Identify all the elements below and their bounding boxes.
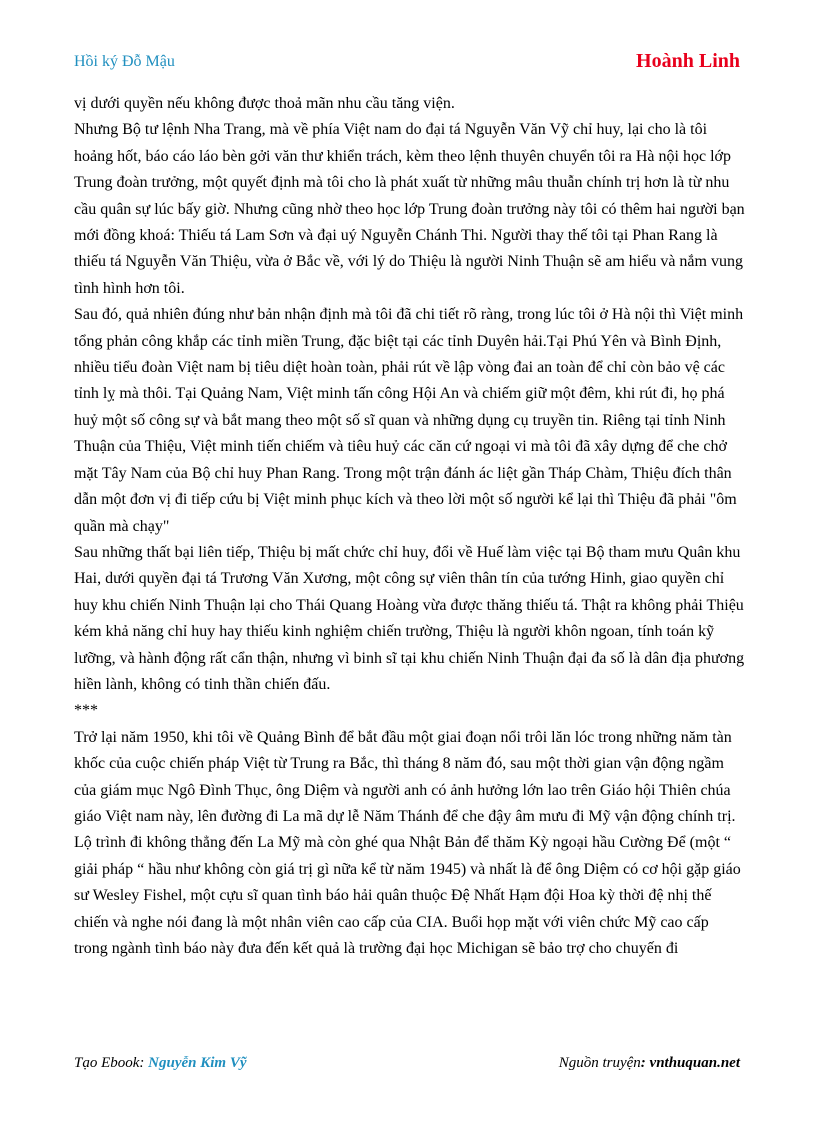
paragraph: Nhưng Bộ tư lệnh Nha Trang, mà về phía Việt nam do đại tá Nguyễn Văn Vỹ chỉ huy, lại cho là tôi hoảng hốt, báo cáo láo bèn gởi văn thư khiển trách, kèm theo lệnh thuyên chuyển tôi ra Hà nội học lớp Trung đoàn trưởng, một quyết định mà tôi cho là phát xuất từ những mâu thuẫn chính trị hơn là từ nhu cầu quân sự lúc bấy giờ. Nhưng cũng nhờ theo học lớp Trung đoàn trưởng này tôi có thêm hai người bạn mới đồng khoá: Thiếu tá Lam Sơn và đại uý Nguyễn Chánh Thi. Người thay thế tôi tại Phan Rang là thiếu tá Nguyễn Văn Thiệu, vừa ở Bắc về, với lý do Thiệu là người Ninh Thuận sẽ am hiểu và nắm vung tình hình hơn tôi. (74, 121, 745, 297)
ebook-creator-name: Nguyễn Kim Vỹ (148, 1055, 247, 1071)
paragraph: Sau đó, quả nhiên đúng như bản nhận định mà tôi đã chi tiết rõ ràng, trong lúc tôi ở Hà nội thì Việt minh tổng phản công khắp các tỉnh miền Trung, đặc biệt tại các tỉnh Duyên hải.Tại Phú Yên và Bình Định, nhiều tiểu đoàn Việt nam bị tiêu diệt hoàn toàn, phải rút về lập vòng đai an toàn để chỉ còn bảo vệ các tỉnh lỵ mà thôi. Tại Quảng Nam, Việt minh tấn công Hội An và chiếm giữ một đêm, khi rút đi, họ phá huỷ một số công sự và bắt mang theo một số sĩ quan và những dụng cụ truyền tin. Riêng tại tỉnh Ninh Thuận của Thiệu, Việt minh tiến chiếm và tiêu huỷ các căn cứ ngoại vi mà tôi đã xây dựng để che chở mặt Tây Nam của Bộ chỉ huy Phan Rang. Trong một trận đánh ác liệt gần Tháp Chàm, Thiệu đích thân dẫn một đơn vị đi tiếp cứu bị Việt minh phục kích và theo lời một số người kể lại thì Thiệu đã phải "ôm quần mà chạy" (74, 306, 744, 535)
page-footer (74, 1055, 740, 1077)
author-name: Hoành Linh (636, 50, 740, 72)
ebook-credit (74, 1055, 247, 1072)
source-credit (559, 1055, 740, 1072)
source-credit-separator: : (640, 1055, 650, 1071)
page-header (74, 50, 740, 76)
paragraph: Sau những thất bại liên tiếp, Thiệu bị mất chức chỉ huy, đổi về Huế làm việc tại Bộ tham mưu Quân khu Hai, dưới quyền đại tá Trương Văn Xương, một công sự viên thân tín của tướng Hinh, giao quyền chỉ huy khu chiến Ninh Thuận lại cho Thái Quang Hoàng vừa được thăng thiếu tá. Thật ra không phải Thiệu kém khả năng chỉ huy hay thiếu kinh nghiệm chiến trường, Thiệu là người khôn ngoan, tính toán kỹ lưỡng, và hành động rất cẩn thận, nhưng vì binh sĩ tại khu chiến Ninh Thuận đại đa số là dân địa phương hiền lành, không có tinh thần chiến đấu. (74, 543, 745, 693)
source-site-link[interactable]: vnthuquan.net (649, 1055, 740, 1071)
section-separator: *** (74, 702, 98, 720)
page-body (74, 91, 746, 962)
source-credit-label: Nguồn truyện (558, 1055, 641, 1071)
paragraph: vị dưới quyền nếu không được thoả mãn nhu cầu tăng viện. (74, 95, 455, 112)
paragraph: Lộ trình đi không thẳng đến La Mỹ mà còn ghé qua Nhật Bản để thăm Kỳ ngoại hầu Cường Để (một “ giải pháp “ hầu như không còn giá trị gì nữa kể từ năm 1945) và nhất là để ông Diệm có cơ hội gặp giáo sư Wesley Fishel, một cựu sĩ quan tình báo hải quân thuộc Đệ Nhất Hạm đội Hoa kỳ thời đệ nhị thế chiến và nghe nói đang là một nhân viên cao cấp của CIA. Buổi họp mặt với viên chức Mỹ cao cấp trong ngành tình báo này đưa đến kết quả là trường đại học Michigan sẽ bảo trợ cho chuyến đi (74, 834, 741, 957)
ebook-credit-label: Tạo Ebook (74, 1055, 140, 1071)
book-title: Hồi ký Đỗ Mậu (74, 53, 175, 70)
paragraph: Trở lại năm 1950, khi tôi về Quảng Bình để bắt đầu một giai đoạn nổi trôi lăn lóc trong những năm tàn khốc của cuộc chiến pháp Việt từ Trung ra Bắc, thì tháng 8 năm đó, sau một thời gian vận động ngầm của giám mục Ngô Đình Thục, ông Diệm và người anh có ảnh hưởng lớn lao trên Giáo hội Thiên chúa giáo Việt nam này, lên đường đi La mã dự lễ Năm Thánh để che đậy âm mưu đi Mỹ vận động chính trị. (74, 728, 736, 825)
ebook-credit-separator: : (139, 1055, 149, 1071)
